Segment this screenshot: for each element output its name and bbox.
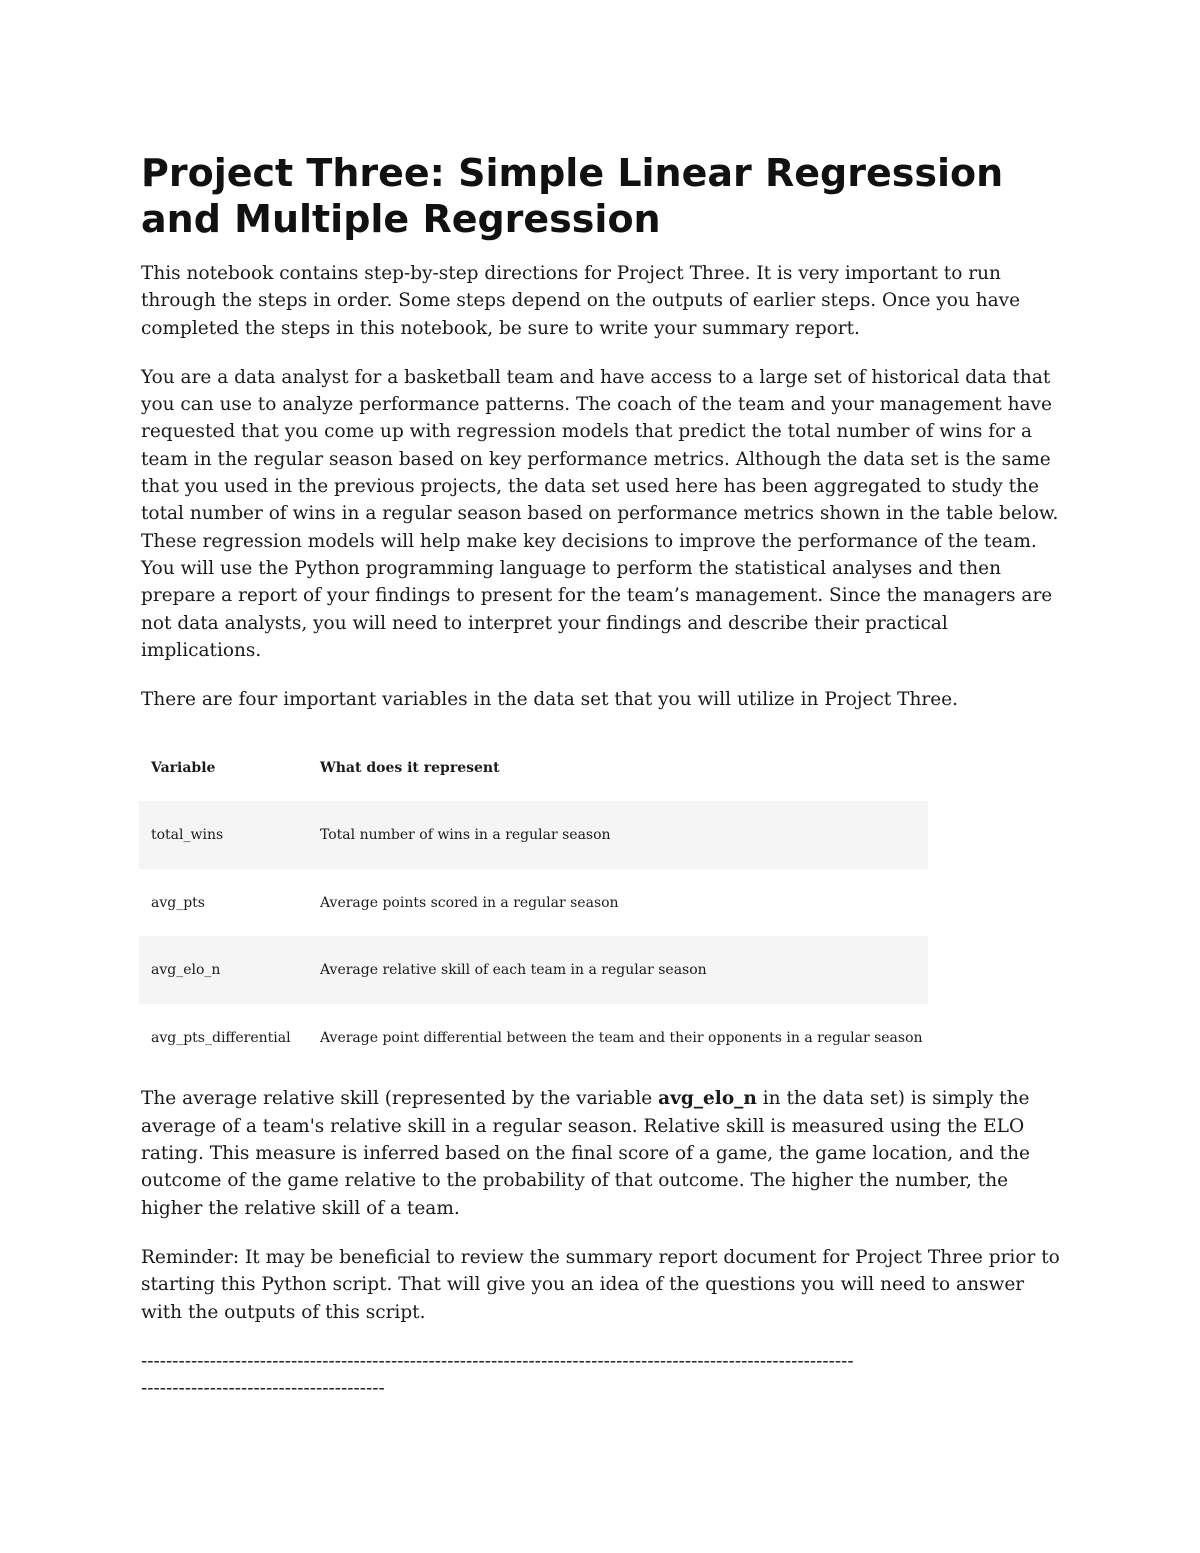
variable-name-cell: avg_pts_differential	[151, 1029, 291, 1046]
table-header-row	[139, 735, 928, 801]
elo-paragraph	[141, 1085, 1061, 1221]
variable-name-cell: avg_elo_n	[139, 936, 308, 1004]
variables-intro-paragraph: There are four important variables in the data set that you will utilize in Project Three.	[141, 689, 958, 711]
variable-name-cell: total_wins	[139, 801, 308, 869]
separator-line: ------------------------------------------------------------------------------------------------------------------	[141, 1350, 854, 1372]
elo-text-after: in the data set) is simply the average of a team's relative skill in a regular season. Relative skill is measured using the ELO rating. This measure is inferred based on the final score of a game, the game location, and the outcome of the game relative to the probability of that outcome. The higher the number, the higher the relative skill of a team.	[141, 1088, 1030, 1219]
intro-paragraph: This notebook contains step-by-step directions for Project Three. It is very important to run through the steps in order. Some steps depend on the outputs of earlier steps. Once you have completed the steps in this notebook, be sure to write your summary report.	[141, 263, 1021, 339]
variable-description-cell: Total number of wins in a regular season	[308, 801, 928, 869]
elo-text-before: The average relative skill (represented by the variable	[141, 1088, 659, 1110]
table-row	[139, 869, 928, 937]
variable-description-cell: Average point differential between the team and their opponents in a regular season	[320, 1029, 923, 1046]
page-title: Project Three: Simple Linear Regression and Multiple Regression	[141, 151, 1004, 241]
separator-line: ---------------------------------------	[141, 1378, 385, 1400]
variable-description-cell: Average points scored in a regular season	[320, 894, 619, 911]
table-row	[139, 801, 928, 869]
table-row	[139, 1004, 928, 1072]
variable-name-cell: avg_pts	[151, 894, 205, 911]
variable-description-cell: Average relative skill of each team in a regular season	[308, 936, 928, 1004]
scenario-paragraph: You are a data analyst for a basketball team and have access to a large set of historical data that you can use to analyze performance patterns. The coach of the team and your management have requested that you come up with regression models that predict the total number of wins for a team in the regular season based on key performance metrics. Although the data set is the same that you used in the previous projects, the data set used here has been aggregated to study the total number of wins in a regular season based on performance metrics shown in the table below. These regression models will help make key decisions to improve the performance of the team. You will use the Python programming language to perform the statistical analyses and then prepare a report of your findings to present for the team’s management. Since the managers are not data analysts, you will need to interpret your findings and describe their practical implications.	[141, 366, 1059, 661]
document-page	[141, 150, 1061, 1402]
header-description: What does it represent	[320, 760, 500, 777]
header-variable: Variable	[151, 760, 216, 777]
table-row	[139, 936, 928, 1004]
reminder-paragraph: Reminder: It may be beneficial to review the summary report document for Project Three prior to starting this Python script. That will give you an idea of the questions you will need to answer with the outputs of this script.	[141, 1246, 1060, 1323]
elo-variable-name: avg_elo_n	[658, 1088, 757, 1110]
variables-table	[139, 735, 928, 1071]
